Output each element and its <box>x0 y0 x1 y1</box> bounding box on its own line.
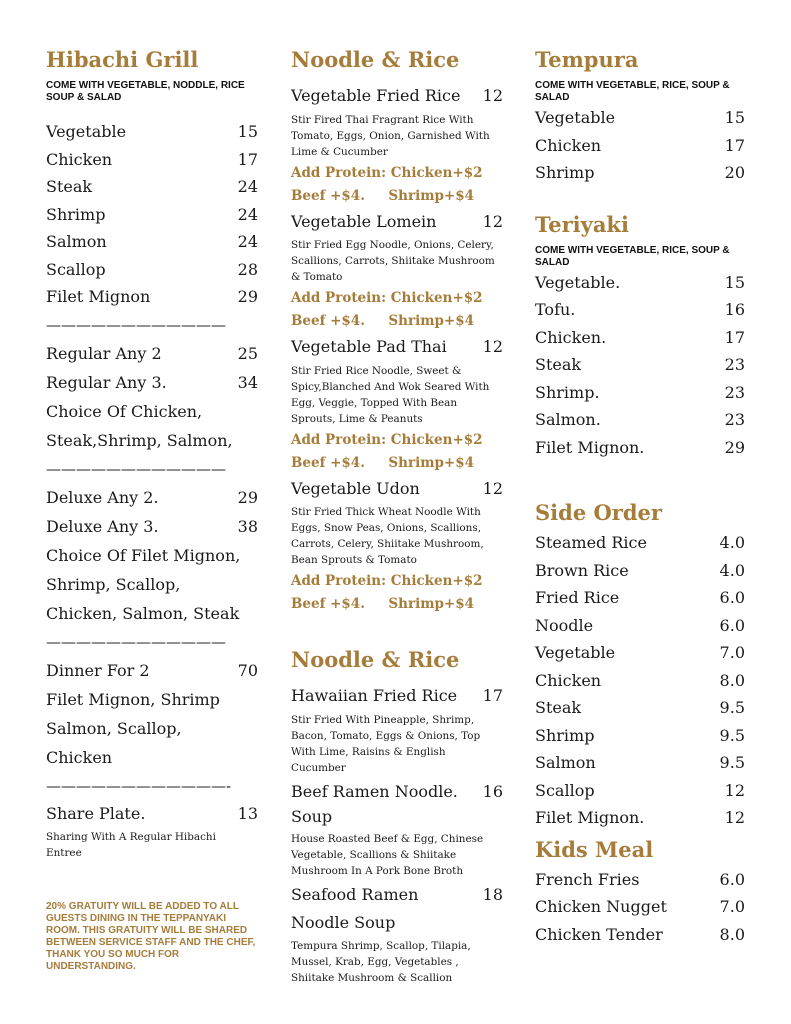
noodle-column <box>291 44 503 988</box>
gratuity-note: 20% GRATUITY WILL BE ADDED TO ALL GUESTS DINING IN THE TEPPANYAKI ROOM. THIS GRATUITY WILL BE SHARED BETWEEN SERVICE STAFF AND THE CHEF, THANK YOU SO MUCH FOR UNDERSTANDING. <box>46 901 256 972</box>
menu-item: Dinner For 2 70 <box>46 660 258 680</box>
tempura-title: Tempura <box>535 47 639 72</box>
menu-item: Filet Mignon. 29 <box>535 437 745 457</box>
menu-item: Chicken 8.0 <box>535 670 745 690</box>
choice-text: Chicken, Salmon, Steak <box>46 603 240 623</box>
menu-item: Filet Mignon 29 <box>46 287 258 306</box>
choice-text: Steak,Shrimp, Salmon, <box>46 430 233 450</box>
menu-item: Steak 24 <box>46 177 258 196</box>
hibachi-title: Hibachi Grill <box>46 47 199 72</box>
menu-item: Vegetable. 15 <box>535 272 745 292</box>
menu-item: Deluxe Any 3. 38 <box>46 516 258 536</box>
protein-option: Beef +$4. Shrimp+$4 <box>291 187 475 204</box>
choice-text: Choice Of Filet Mignon, <box>46 545 241 565</box>
choice-text: Shrimp, Scallop, <box>46 574 181 594</box>
item-description: Stir Fried Rice Noodle, Sweet & Spicy,Blanched And Wok Seared With Egg, Veggie, Topped With Bean Sprouts, Lime & Peanuts <box>291 364 490 425</box>
protein-option: Beef +$4. Shrimp+$4 <box>291 454 475 471</box>
menu-item: Vegetable 15 <box>46 122 258 141</box>
item-description: Stir Fried With Pineapple, Shrimp, Bacon, Tomato, Eggs & Onions, Top With Lime, Raisins & English Cucumber <box>291 713 481 774</box>
tempura-subtitle: COME WITH VEGETABLE, RICE, SOUP & SALAD <box>535 80 730 103</box>
menu-item: Seafood Ramen 18 <box>291 885 503 904</box>
menu-item: Salmon 24 <box>46 232 258 251</box>
menu-item: Filet Mignon. 12 <box>535 808 745 827</box>
menu-item: Salmon. 23 <box>535 410 745 429</box>
hibachi-subtitle: COME WITH VEGETABLE, NODDLE, RICE SOUP & SALAD <box>46 80 245 103</box>
protein-option: Add Protein: Chicken+$2 <box>291 164 483 181</box>
teriyaki-title: Teriyaki <box>535 211 629 237</box>
item-description: Tempura Shrimp, Scallop, Tilapia, Mussel, Krab, Egg, Vegetables , Shiitake Mushroom & Scallion <box>291 939 471 984</box>
item-name-cont: Noodle Soup <box>291 912 396 932</box>
choice-text: Choice Of Chicken, <box>46 401 203 421</box>
protein-option: Beef +$4. Shrimp+$4 <box>291 313 475 329</box>
menu-item: Vegetable Pad Thai 12 <box>291 337 503 356</box>
protein-option: Add Protein: Chicken+$2 <box>291 431 483 448</box>
menu-item: Shrimp 20 <box>535 163 745 182</box>
right-column <box>535 44 745 948</box>
hibachi-column <box>46 44 258 973</box>
protein-option: Beef +$4. Shrimp+$4 <box>291 596 475 612</box>
item-description: Stir Fried Egg Noodle, Onions, Celery, Scallions, Carrots, Shiitake Mushroom & Tomato <box>291 239 495 283</box>
menu-item: Shrimp 24 <box>46 204 258 224</box>
menu-item: Chicken Tender 8.0 <box>535 924 745 944</box>
side-order-title: Side Order <box>535 500 662 525</box>
menu-item: Vegetable 7.0 <box>535 643 745 662</box>
menu-item: Chicken 17 <box>535 135 745 155</box>
teriyaki-subtitle: COME WITH VEGETABLE, RICE, SOUP & SALAD <box>535 244 730 268</box>
choice-text: Filet Mignon, Shrimp <box>46 689 220 709</box>
menu-item: Steamed Rice 4.0 <box>535 533 745 552</box>
menu-item: Vegetable Fried Rice 12 <box>291 86 503 105</box>
divider: ———————————— <box>46 632 226 651</box>
menu-item: Scallop 12 <box>535 780 745 800</box>
menu-item: Fried Rice 6.0 <box>535 588 745 607</box>
kids-meal-title: Kids Meal <box>535 836 654 862</box>
menu-item: Chicken 17 <box>46 149 258 169</box>
protein-option: Add Protein: Chicken+$2 <box>291 290 483 306</box>
menu-item: Hawaiian Fried Rice 17 <box>291 686 503 705</box>
noodle-title: Noodle & Rice <box>291 47 460 72</box>
menu-item: Deluxe Any 2. 29 <box>46 487 258 507</box>
choice-text: Chicken <box>46 747 113 767</box>
menu-item: Chicken. 17 <box>535 327 745 347</box>
protein-option: Add Protein: Chicken+$2 <box>291 573 483 589</box>
menu-item: Beef Ramen Noodle. 16 <box>291 781 503 801</box>
menu-item: Vegetable 15 <box>535 108 745 127</box>
menu-item: Brown Rice 4.0 <box>535 560 745 580</box>
divider: ———————————— <box>46 315 226 334</box>
menu-item: Vegetable Udon 12 <box>291 478 503 498</box>
item-name-cont: Soup <box>291 807 333 826</box>
item-description: House Roasted Beef & Egg, Chinese Vegetable, Scallions & Shiitake Mushroom In A Pork Bone Broth <box>291 833 484 877</box>
menu-item: Steak 9.5 <box>535 698 745 717</box>
menu-item: Salmon 9.5 <box>535 753 745 772</box>
menu-item: Regular Any 3. 34 <box>46 372 258 392</box>
menu-item: Chicken Nugget 7.0 <box>535 897 745 916</box>
menu-item: Share Plate. 13 <box>46 803 258 823</box>
menu-item: Scallop 28 <box>46 259 258 279</box>
menu-item: Tofu. 16 <box>535 300 745 319</box>
menu-item: Steak 23 <box>535 355 745 374</box>
divider: ————————————- <box>46 776 232 795</box>
item-description: Sharing With A Regular Hibachi Entree <box>46 831 216 859</box>
item-description: Stir Fried Thick Wheat Noodle With Eggs, Snow Peas, Onions, Scallions, Carrots, Celery, Shiitake Mushroom, Bean Sprouts & Tomato <box>291 506 484 566</box>
menu-item: Noodle 6.0 <box>535 615 745 635</box>
choice-text: Salmon, Scallop, <box>46 718 182 738</box>
item-description: Stir Fired Thai Fragrant Rice With Tomato, Eggs, Onion, Garnished With Lime & Cucumber <box>291 113 490 158</box>
menu-item: Shrimp. 23 <box>535 382 745 402</box>
menu-item: Shrimp 9.5 <box>535 725 745 745</box>
menu-item: Regular Any 2 25 <box>46 343 258 363</box>
menu-item: Vegetable Lomein 12 <box>291 211 503 231</box>
menu-item: French Fries 6.0 <box>535 869 745 889</box>
divider: ———————————— <box>46 459 226 478</box>
noodle-title-2: Noodle & Rice <box>291 647 460 672</box>
